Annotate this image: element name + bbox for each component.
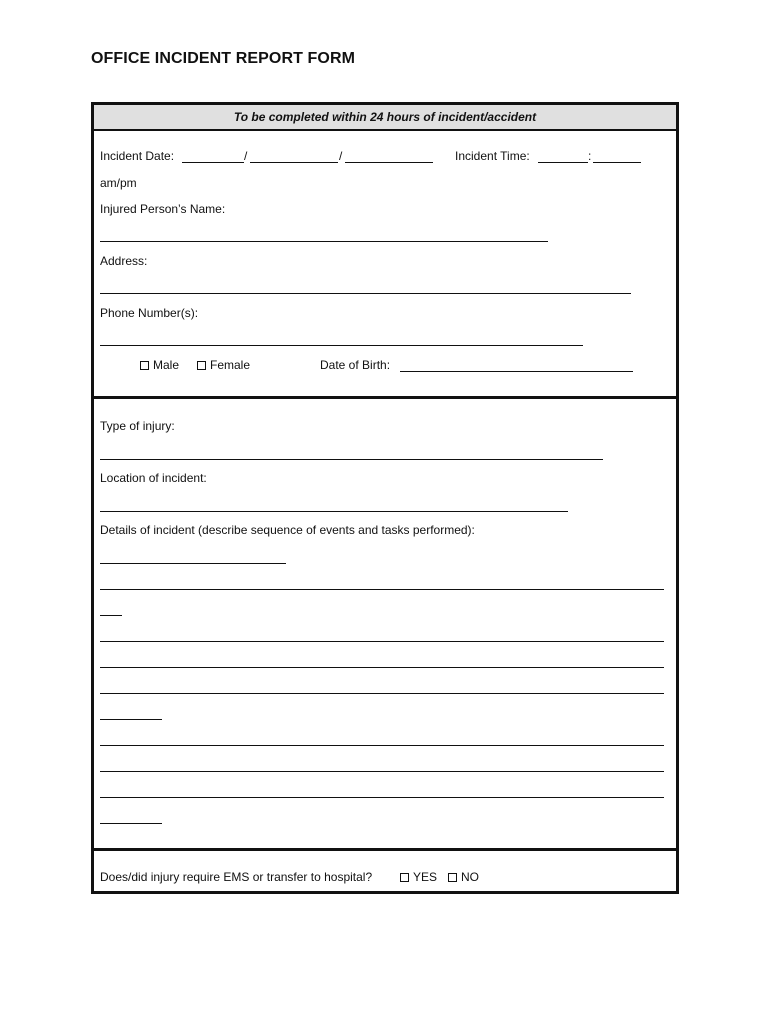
incident-time-label: Incident Time: — [455, 149, 530, 163]
female-option[interactable] — [197, 358, 250, 372]
incident-date-year-field[interactable] — [345, 162, 433, 163]
female-label: Female — [210, 358, 251, 372]
dob-label: Date of Birth: — [320, 358, 391, 372]
yes-label: YES — [413, 870, 438, 884]
incident-date-day-field[interactable] — [250, 162, 338, 163]
yes-checkbox[interactable] — [400, 873, 409, 882]
no-checkbox[interactable] — [448, 873, 457, 882]
date-separator: / — [244, 149, 248, 163]
ems-question: Does/did injury require EMS or transfer to hospital? — [100, 870, 373, 884]
details-line[interactable] — [100, 797, 664, 798]
ems-no-option[interactable] — [448, 870, 479, 884]
male-option[interactable] — [140, 358, 179, 372]
phone-field[interactable] — [100, 345, 583, 346]
male-label: Male — [153, 358, 180, 372]
female-checkbox[interactable] — [197, 361, 206, 370]
injury-type-field[interactable] — [100, 459, 603, 460]
details-line[interactable] — [100, 641, 664, 642]
date-separator: / — [339, 149, 343, 163]
details-line[interactable] — [100, 719, 162, 720]
phone-label: Phone Number(s): — [100, 306, 199, 320]
ems-yes-option[interactable] — [400, 870, 437, 884]
details-line[interactable] — [100, 823, 162, 824]
dob-field[interactable] — [400, 371, 633, 372]
injured-name-field[interactable] — [100, 241, 548, 242]
details-label: Details of incident (describe sequence of events and tasks performed): — [100, 523, 475, 537]
male-checkbox[interactable] — [140, 361, 149, 370]
location-label: Location of incident: — [100, 471, 207, 485]
incident-date-month-field[interactable] — [182, 162, 244, 163]
details-line[interactable] — [100, 693, 664, 694]
incident-time-hour-field[interactable] — [538, 162, 588, 163]
time-separator: : — [588, 149, 592, 163]
incident-date-label: Incident Date: — [100, 149, 175, 163]
no-label: NO — [461, 870, 479, 884]
details-line[interactable] — [100, 771, 664, 772]
address-field[interactable] — [100, 293, 631, 294]
location-field[interactable] — [100, 511, 568, 512]
address-label: Address: — [100, 254, 148, 268]
page-title: OFFICE INCIDENT REPORT FORM — [91, 50, 356, 67]
details-line[interactable] — [100, 745, 664, 746]
section-divider — [94, 396, 676, 399]
details-line[interactable] — [100, 563, 286, 564]
injury-type-label: Type of injury: — [100, 419, 175, 433]
injured-name-label: Injured Person’s Name: — [100, 202, 226, 216]
details-line[interactable] — [100, 589, 664, 590]
am-pm-text: am/pm — [100, 176, 137, 190]
details-line[interactable] — [100, 615, 122, 616]
incident-form — [91, 102, 679, 894]
form-banner: To be completed within 24 hours of incident/accident — [94, 105, 676, 131]
section-divider — [94, 848, 676, 851]
details-line[interactable] — [100, 667, 664, 668]
incident-time-minute-field[interactable] — [593, 162, 641, 163]
